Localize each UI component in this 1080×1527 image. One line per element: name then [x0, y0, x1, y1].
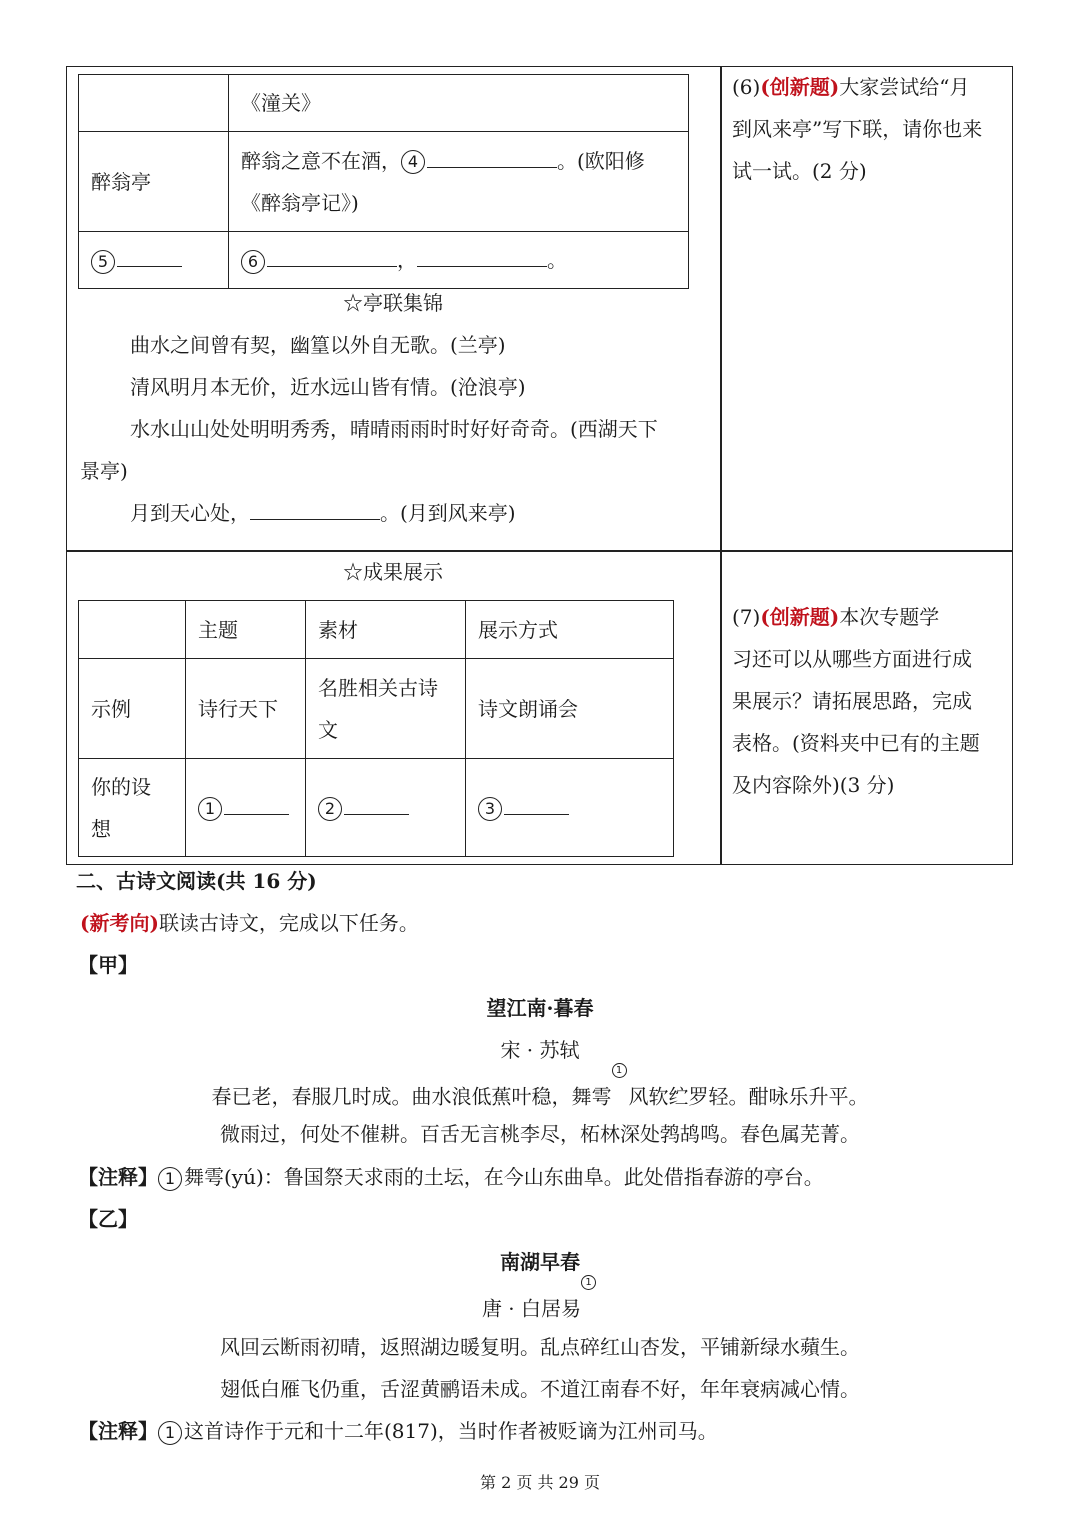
section-intro: (新考向)联读古诗文，完成以下任务。	[80, 911, 419, 935]
results-answer-blank-1[interactable]	[224, 788, 289, 815]
pavilion-blank-cell: 5	[79, 232, 229, 289]
results-example-method: 诗文朗诵会	[466, 659, 674, 759]
pavilion-name: 醉翁亭	[79, 132, 229, 232]
poem2-line2: 翅低白雁飞仍重，舌涩黄鹂语未成。不道江南春不好，年年衰病减心情。	[220, 1377, 860, 1401]
pavilion-table-cell	[79, 75, 229, 132]
section-heading: 二、古诗文阅读(共 16 分)	[76, 869, 317, 893]
pavilion-table	[78, 74, 689, 289]
results-answer-blank-3[interactable]	[504, 788, 569, 815]
couplet-line: 曲水之间曾有契，幽篁以外自无歌。(兰亭)	[130, 333, 506, 357]
couplet-line-blank: 月到天心处， 。(月到风来亭)	[80, 492, 712, 534]
label-yi: 【乙】	[78, 1207, 138, 1231]
label-jia: 【甲】	[78, 953, 138, 977]
results-yours-cell: 3	[466, 759, 674, 857]
poem2-title: 南湖早春	[500, 1250, 580, 1274]
page-footer: 第 2 页 共 29 页	[479, 1473, 601, 1492]
frame-divider-vertical	[720, 66, 722, 865]
answer-blank-4[interactable]	[427, 141, 557, 168]
results-header: 展示方式	[466, 601, 674, 659]
note1: 【注释】 1 舞雩(yú)：鲁国祭天求雨的土坛，在今山东曲阜。此处借指春游的亭台。	[78, 1165, 824, 1189]
results-header: 主题	[186, 601, 306, 659]
results-example-theme: 诗行天下	[186, 659, 306, 759]
couplet-answer-blank[interactable]	[250, 493, 380, 520]
results-answer-blank-2[interactable]	[344, 788, 409, 815]
poem1-author: 宋 · 苏轼	[500, 1038, 580, 1062]
results-header: 素材	[306, 601, 466, 659]
couplet-line: 水水山山处处明明秀秀，晴晴雨雨时时好好奇奇。(西湖天下	[130, 417, 658, 441]
results-table	[78, 600, 674, 857]
poem1-line2: 微雨过，何处不催耕。百舌无言桃李尽，柘林深处鹁鸪鸣。春色属芜菁。	[220, 1122, 860, 1146]
results-yours-cell: 2	[306, 759, 466, 857]
answer-blank-6a[interactable]	[267, 240, 397, 267]
results-yours-cell: 1	[186, 759, 306, 857]
results-header	[79, 601, 186, 659]
pavilion-table-cell: 《潼关》	[229, 75, 689, 132]
pavilion-blank-cell: 6 ， 。	[229, 232, 689, 289]
answer-blank-5[interactable]	[117, 240, 182, 267]
poem1-title: 望江南·暮春	[486, 996, 594, 1020]
results-title: ☆成果展示	[343, 560, 443, 584]
results-example-label: 示例	[79, 659, 186, 759]
poem2-line1: 风回云断雨初晴，返照湖边暖复明。乱点碎红山杏发，平铺新绿水蘋生。	[220, 1335, 860, 1359]
question-6: (6)(创新题)大家尝试给“月 到风来亭”写下联，请你也来 试一试。(2 分)	[732, 75, 983, 183]
couplets-list	[80, 324, 712, 534]
pavilion-quote: 醉翁之意不在酒， 4 。(欧阳修 《醉翁亭记》)	[229, 132, 689, 232]
answer-blank-6b[interactable]	[417, 240, 547, 267]
note2: 【注释】 1 这首诗作于元和十二年(817)，当时作者被贬谪为江州司马。	[78, 1419, 718, 1443]
couplets-title: ☆亭联集锦	[343, 291, 443, 315]
results-yours-label: 你的设 想	[79, 759, 186, 857]
couplet-line: 清风明月本无价，近水远山皆有情。(沧浪亭)	[130, 375, 526, 399]
question-7: (7)(创新题)本次专题学 习还可以从哪些方面进行成 果展示？请拓展思路，完成 表格。(资料夹中已有的主题 及内容除外)(3 分)	[732, 605, 980, 797]
poem1-line1: 春已老，春服几时成。曲水浪低蕉叶稳，舞雩$^1$风软纻罗轻。酣咏乐升平。	[211, 1065, 869, 1109]
results-example-material: 名胜相关古诗 文	[306, 659, 466, 759]
poem2-author: 唐 · 白居易$^1$	[0, 1283, 1080, 1330]
couplet-line: 景亭)	[80, 459, 128, 483]
